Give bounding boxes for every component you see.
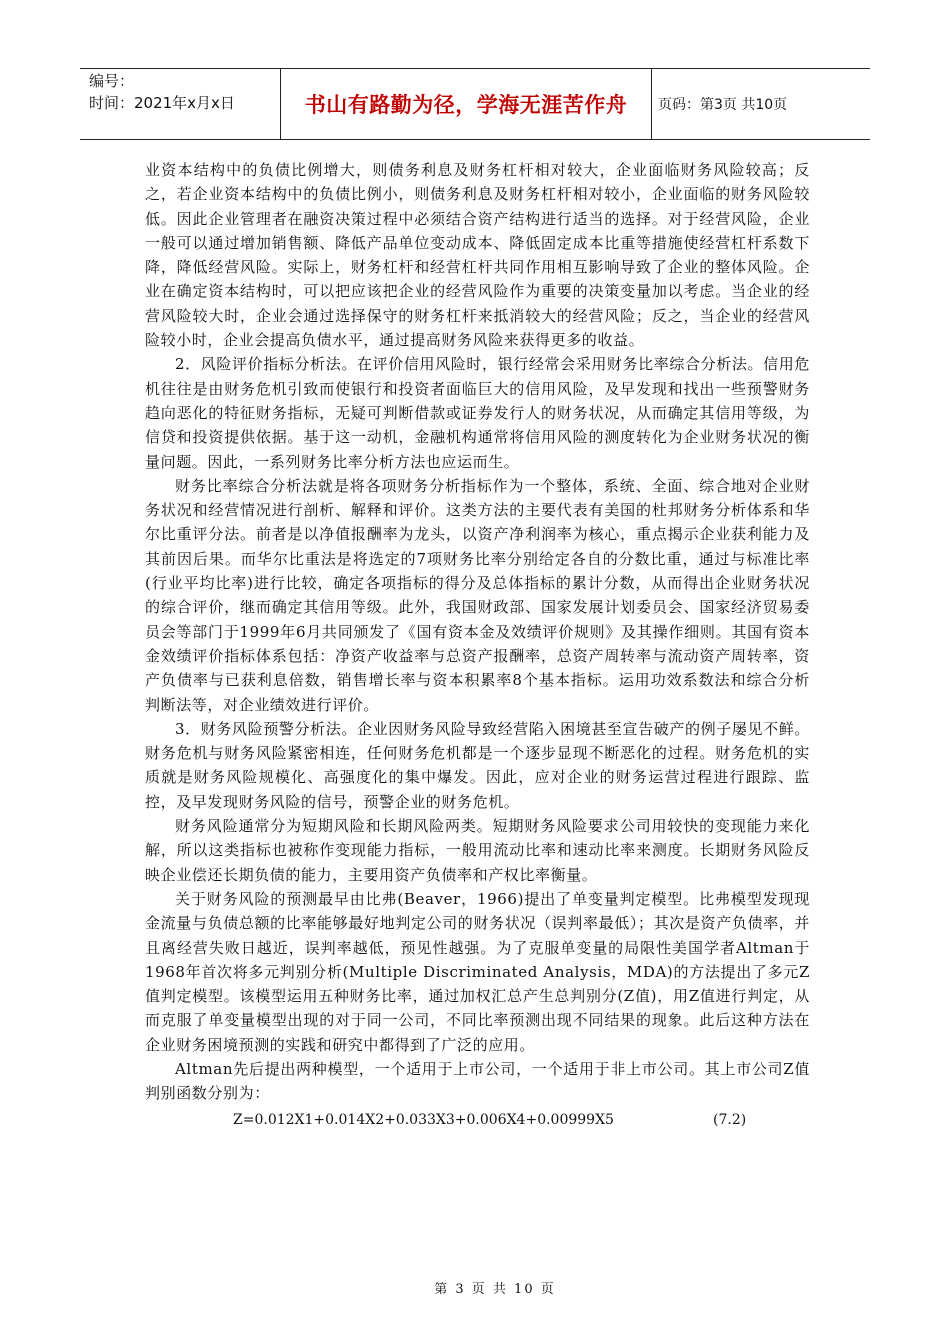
formula-number: (7.2)	[713, 1111, 747, 1128]
page-footer	[0, 1278, 950, 1297]
formula-expression: Z=0.012X1+0.014X2+0.033X3+0.006X4+0.00999X5	[233, 1111, 614, 1128]
paragraph-4: 3．财务风险预警分析法。企业因财务风险导致经营陷入困境甚至宣告破产的例子屡见不鲜。财务危机与财务风险紧密相连，任何财务危机都是一个逐步显现不断恶化的过程。财务危机的实质就是财务风险规模化、高强度化的集中爆发。因此，应对企业的财务运营过程进行跟踪、监控，及早发现财务风险的信号，预警企业的财务危机。	[145, 719, 810, 811]
paragraph-2: 2．风险评价指标分析法。在评价信用风险时，银行经常会采用财务比率综合分析法。信用危机往往是由财务危机引致而使银行和投资者面临巨大的信用风险，及早发现和找出一些预警财务趋向恶化的特征财务指标，无疑可判断借款或证券发行人的财务状况，从而确定其信用等级，为信贷和投资提供依据。基于这一动机，金融机构通常将信用风险的测度转化为企业财务状况的衡量问题。因此，一系列财务比率分析方法也应运而生。	[145, 355, 810, 471]
time-label: 时间：2021年x月x日	[89, 94, 235, 112]
page-info: 页码：第3页 共10页	[658, 97, 788, 113]
paragraph-1: 业资本结构中的负债比例增大，则债务利息及财务杠杆相对较大，企业面临财务风险较高；反之，若企业资本结构中的负债比例小，则债务利息及财务杠杆相对较小，企业面临的财务风险较低。因此企业管理者在融资决策过程中必须结合资产结构进行适当的选择。对于经营风险，企业一般可以通过增加销售额、降低产品单位变动成本、降低固定成本比重等措施使经营杠杆系数下降，降低经营风险。实际上，财务杠杆和经营杠杆共同作用相互影响导致了企业的整体风险。企业在确定资本结构时，可以把应该把企业的经营风险作为重要的决策变量加以考虑。当企业的经营风险较大时，企业会通过选择保守的财务杠杆来抵消较大的经营风险；反之，当企业的经营风险较小时，企业会提高负债水平，通过提高财务风险来获得更多的收益。	[145, 161, 810, 350]
header-page-cell	[652, 69, 870, 139]
header-meta-cell	[80, 69, 281, 139]
header-motto-cell	[281, 69, 652, 139]
paragraph-7: Altman先后提出两种模型，一个适用于上市公司，一个适用于非上市公司。其上市公司Z值判别函数分别为：	[145, 1059, 810, 1103]
paragraph-6: 关于财务风险的预测最早由比弗(Beaver，1966)提出了单变量判定模型。比弗模型发现现金流量与负债总额的比率能够最好地判定公司的财务状况（误判率最低）；其次是资产负债率，并且离经营失败日越近，误判率越低，预见性越强。为了克服单变量的局限性美国学者Altman于1968年首次将多元判别分析(Multiple Discriminated Analysis，MDA)的方法提出了多元Z值判定模型。该模型运用五种财务比率，通过加权汇总产生总判别分(Z值)，用Z值进行判定，从而克服了单变量模型出现的对于同一公司，不同比率预测出现不同结果的现象。此后这种方法在企业财务困境预测的实践和研究中都得到了广泛的应用。	[145, 889, 810, 1054]
header-table	[80, 68, 870, 140]
motto: 书山有路勤为径，学海无涯苦作舟	[304, 93, 628, 117]
paragraph-5: 财务风险通常分为短期风险和长期风险两类。短期财务风险要求公司用较快的变现能力来化解，所以这类指标也被称作变现能力指标，一般用流动比率和速动比率来测度。长期财务风险反映企业偿还长期负债的能力，主要用资产负债率和产权比率衡量。	[145, 817, 810, 884]
number-label: 编号：	[89, 72, 135, 90]
paragraph-3: 财务比率综合分析法就是将各项财务分析指标作为一个整体，系统、全面、综合地对企业财务状况和经营情况进行剖析、解释和评价。这类方法的主要代表有美国的杜邦财务分析体系和华尔比重评分法。前者是以净值报酬率为龙头，以资产净利润率为核心，重点揭示企业获利能力及其前因后果。而华尔比重法是将选定的7项财务比率分别给定各自的分数比重，通过与标准比率(行业平均比率)进行比较，确定各项指标的得分及总体指标的累计分数，从而得出企业财务状况的综合评价，继而确定其信用等级。此外，我国财政部、国家发展计划委员会、国家经济贸易委员会等部门于1999年6月共同颁发了《国有资本金及效绩评价规则》及其操作细则。其国有资本金效绩评价指标体系包括：净资产收益率与总资产报酬率，总资产周转率与流动资产周转率，资产负债率与已获利息倍数，销售增长率与资本积累率8个基本指标。运用功效系数法和综合分析判断法等，对企业绩效进行评价。	[145, 476, 810, 714]
footer-page-number: 第 3 页 共 10 页	[434, 1282, 556, 1297]
formula-line	[145, 1108, 810, 1132]
document-body	[145, 158, 810, 1132]
